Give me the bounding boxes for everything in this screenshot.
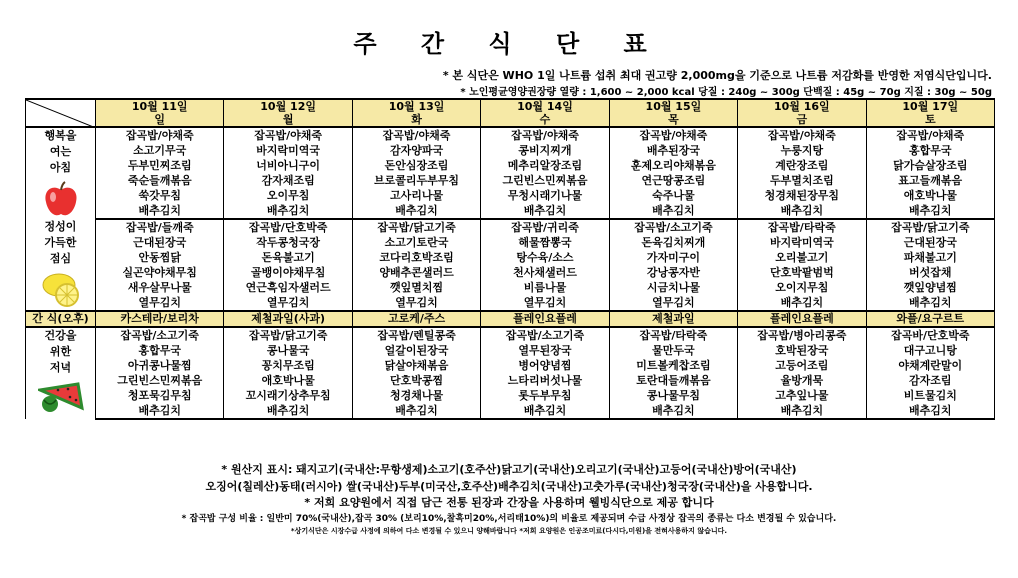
dinner-row (26, 373, 995, 388)
breakfast-dish: 콩비지찌개 (481, 143, 609, 158)
lunch-dish: 버섯잡채 (866, 265, 994, 280)
breakfast-dish: 소고기무국 (96, 143, 224, 158)
dinner-dish: 비트물김치 (866, 388, 994, 403)
breakfast-dish: 표고들깨볶음 (866, 173, 994, 188)
dinner-dish: 애호박나물 (224, 373, 352, 388)
breakfast-dish: 애호박나물 (866, 188, 994, 203)
lunch-dish: 해물짬뽕국 (481, 235, 609, 250)
lunch-dish: 잡곡밥/귀리죽 (481, 219, 609, 235)
weekday-cell: 수 (481, 113, 609, 127)
date-cell: 10월 11일 (96, 99, 224, 113)
breakfast-dish: 계란장조림 (738, 158, 866, 173)
dinner-dish: 단호박콩찜 (352, 373, 480, 388)
dinner-dish: 청경채나물 (352, 388, 480, 403)
breakfast-dish: 청경채된장무침 (738, 188, 866, 203)
breakfast-dish: 잡곡밥/야채죽 (609, 127, 737, 143)
grain-notice: * 잡곡밥 구성 비율 : 일반미 70%(국내산),잡곡 30% (보리10%,찰흑미20%,서리태10%)의 비율로 제공되며 수급 사정상 잡곡의 종류는 다소 변경될 수 있습니다. (181, 514, 837, 524)
weekday-cell: 월 (224, 113, 352, 127)
dinner-dish: 잡곡밥/닭고기죽 (224, 327, 352, 343)
breakfast-dish: 두부민찌조림 (96, 158, 224, 173)
weekday-cell: 금 (738, 113, 866, 127)
lunch-dish: 잡곡밥/소고기죽 (609, 219, 737, 235)
dinner-dish: 아귀콩나물찜 (96, 358, 224, 373)
lunch-dish: 잡곡밥/단호박죽 (224, 219, 352, 235)
dinner-dish: 청포묵김무침 (96, 388, 224, 403)
breakfast-dish: 메추리알장조림 (481, 158, 609, 173)
lunch-dish: 근대된장국 (866, 235, 994, 250)
dinner-dish: 율방개묵 (738, 373, 866, 388)
menu-table-body (26, 99, 995, 419)
dinner-dish: 잡곡밥/타락죽 (609, 327, 737, 343)
breakfast-row (26, 158, 995, 173)
dinner-dish: 배추김치 (609, 403, 737, 419)
date-cell: 10월 12일 (224, 99, 352, 113)
snack-item: 와플/요구르트 (866, 311, 994, 327)
lunch-dish: 탕수육/소스 (481, 250, 609, 265)
nutrition-notice: * 노인평균영양권장량 열량 : 1,600 ~ 2,000 kcal 당질 : 240g ~ 300g 단백질 : 45g ~ 70g 지질 : 30g ~ 50g (460, 87, 992, 98)
breakfast-dish: 숙주나물 (609, 188, 737, 203)
lunch-dish: 천사채샐러드 (481, 265, 609, 280)
lunch-dish: 깻잎양념찜 (866, 280, 994, 295)
page-title: 주 간 식 단 표 (353, 30, 665, 58)
breakfast-dish: 죽순들깨볶음 (96, 173, 224, 188)
breakfast-dish: 배추김치 (866, 203, 994, 219)
weekdays-row (26, 113, 995, 127)
dates-row (26, 99, 995, 113)
breakfast-row (26, 188, 995, 203)
dinner-dish: 얼갈이된장국 (352, 343, 480, 358)
lunch-dish: 열무김치 (352, 295, 480, 311)
weekday-cell: 화 (352, 113, 480, 127)
lunch-row (26, 219, 995, 235)
dinner-dish: 감자조림 (866, 373, 994, 388)
lunch-dish: 돈육불고기 (224, 250, 352, 265)
breakfast-dish: 그린빈스민찌볶음 (481, 173, 609, 188)
breakfast-dish: 누룽지탕 (738, 143, 866, 158)
dinner-dish: 그린빈스민찌볶음 (96, 373, 224, 388)
dinner-dish: 느타리버섯나물 (481, 373, 609, 388)
dinner-dish: 대구고니탕 (866, 343, 994, 358)
dinner-dish: 콩나물무침 (609, 388, 737, 403)
date-cell: 10월 16일 (738, 99, 866, 113)
watermelon-icon (38, 378, 84, 414)
corner-diagonal-icon (26, 100, 96, 127)
lunch-dish: 새우살무나물 (96, 280, 224, 295)
dinner-dish: 잡곡밥/소고기죽 (96, 327, 224, 343)
weekday-cell: 토 (866, 113, 994, 127)
lunch-dish: 작두콩청국장 (224, 235, 352, 250)
lunch-row (26, 250, 995, 265)
breakfast-label-line: 행복을 (44, 129, 77, 142)
lunch-dish: 양배추콘샐러드 (352, 265, 480, 280)
sodium-notice: * 본 식단은 WHO 1일 나트륨 섭취 최대 권고량 2,000mg을 기준으로 나트륨 저감화를 반영한 저염식단입니다. (442, 69, 992, 82)
snack-item: 제철과일 (609, 311, 737, 327)
breakfast-dish: 두부멸치조림 (738, 173, 866, 188)
dinner-dish: 배추김치 (96, 403, 224, 419)
snack-row (26, 311, 995, 327)
dinner-dish: 토란대들깨볶음 (609, 373, 737, 388)
breakfast-dish: 감자양파국 (352, 143, 480, 158)
snack-item: 고로케/주스 (352, 311, 480, 327)
breakfast-dish: 잡곡밥/야채죽 (352, 127, 480, 143)
breakfast-dish: 배추김치 (352, 203, 480, 219)
lemon-icon (39, 269, 83, 309)
dinner-dish: 잡곡밥/렌틸콩죽 (352, 327, 480, 343)
dinner-dish: 고추잎나물 (738, 388, 866, 403)
date-cell: 10월 13일 (352, 99, 480, 113)
dinner-dish: 잡곡밥/소고기죽 (481, 327, 609, 343)
sauce-notice: * 저희 요양원에서 직접 담근 전통 된장과 간장을 사용하며 웰빙식단으로 제공 합니다 (304, 496, 714, 509)
dinner-dish: 배추김치 (352, 403, 480, 419)
breakfast-dish: 배추김치 (96, 203, 224, 219)
lunch-label-line: 가득한 (44, 236, 77, 249)
dinner-row (26, 388, 995, 403)
disclaimer-notice: *상기식단은 시장수급 사정에 의하여 다소 변경될 수 있으니 양해바랍니다 *저희 요양원은 인공조미료(다시다,미원)을 전혀사용하지 않습니다. (290, 527, 728, 535)
breakfast-dish: 바지락미역국 (224, 143, 352, 158)
dinner-label-line: 건강을 (44, 329, 77, 342)
lunch-dish: 배추김치 (738, 295, 866, 311)
breakfast-label (26, 127, 96, 219)
weekly-menu-table (25, 98, 995, 420)
date-cell: 10월 17일 (866, 99, 994, 113)
dinner-dish: 홍합무국 (96, 343, 224, 358)
lunch-dish: 파채불고기 (866, 250, 994, 265)
dinner-dish: 야채계란말이 (866, 358, 994, 373)
lunch-dish: 깻잎멸치찜 (352, 280, 480, 295)
dinner-dish: 열무된장국 (481, 343, 609, 358)
lunch-dish: 골뱅이야채무침 (224, 265, 352, 280)
lunch-dish: 코다리호박조림 (352, 250, 480, 265)
header-corner (26, 99, 96, 127)
dinner-row (26, 403, 995, 419)
lunch-dish: 근대된장국 (96, 235, 224, 250)
snack-label: 간 식(오후) (26, 311, 96, 327)
breakfast-dish: 감자채조림 (224, 173, 352, 188)
breakfast-dish: 잡곡밥/야채죽 (866, 127, 994, 143)
dinner-row (26, 358, 995, 373)
lunch-dish: 바지락미역국 (738, 235, 866, 250)
lunch-row (26, 295, 995, 311)
breakfast-dish: 배추된장국 (609, 143, 737, 158)
dinner-label-line: 저녁 (49, 361, 72, 374)
lunch-dish: 열무김치 (481, 295, 609, 311)
apple-icon (41, 180, 81, 219)
lunch-dish: 배추김치 (866, 295, 994, 311)
breakfast-dish: 잡곡밥/야채죽 (96, 127, 224, 143)
breakfast-dish: 배추김치 (738, 203, 866, 219)
breakfast-dish: 배추김치 (481, 203, 609, 219)
dinner-dish: 롯두부무침 (481, 388, 609, 403)
dinner-dish: 배추김치 (224, 403, 352, 419)
dinner-dish: 닭살야채볶음 (352, 358, 480, 373)
dinner-dish: 배추김치 (866, 403, 994, 419)
lunch-label-line: 정성이 (44, 220, 77, 233)
dinner-row (26, 343, 995, 358)
breakfast-dish: 쑥갓무침 (96, 188, 224, 203)
dinner-dish: 꼬시래기상추무침 (224, 388, 352, 403)
breakfast-dish: 배추김치 (609, 203, 737, 219)
dinner-dish: 물만두국 (609, 343, 737, 358)
lunch-dish: 오이지무침 (738, 280, 866, 295)
lunch-dish: 잡곡밥/타락죽 (738, 219, 866, 235)
breakfast-label-line: 여는 (49, 145, 72, 158)
lunch-dish: 단호박팥범벅 (738, 265, 866, 280)
lunch-dish: 비름나물 (481, 280, 609, 295)
lunch-dish: 강낭콩자반 (609, 265, 737, 280)
dinner-dish: 꽁치무조림 (224, 358, 352, 373)
dinner-dish: 콩나물국 (224, 343, 352, 358)
dinner-dish: 배추김치 (481, 403, 609, 419)
lunch-dish: 오리불고기 (738, 250, 866, 265)
lunch-row (26, 235, 995, 250)
dinner-dish: 잡곡밥/병아리콩죽 (738, 327, 866, 343)
breakfast-dish: 배추김치 (224, 203, 352, 219)
lunch-label-line: 점심 (49, 252, 72, 265)
breakfast-dish: 닭가슴살장조림 (866, 158, 994, 173)
lunch-dish: 시금치나물 (609, 280, 737, 295)
dinner-dish: 잡곡바/단호박죽 (866, 327, 994, 343)
dinner-dish: 배추김치 (738, 403, 866, 419)
breakfast-dish: 훈제오리야채볶음 (609, 158, 737, 173)
breakfast-dish: 고사리나물 (352, 188, 480, 203)
date-cell: 10월 14일 (481, 99, 609, 113)
dinner-dish: 고등어조림 (738, 358, 866, 373)
lunch-row (26, 280, 995, 295)
origin-notice-2: 오징어(칠레산)동태(러시아) 쌀(국내산)두부(미국산,호주산)배추김치(국내산)고춧가루(국내산)청국장(국내산)을 사용합니다. (205, 480, 813, 493)
lunch-dish: 잡곡밥/닭고기죽 (866, 219, 994, 235)
origin-notice-1: * 원산지 표시: 돼지고기(국내산:무항생제)소고기(호주산)닭고기(국내산)오리고기(국내산)고등어(국내산)방어(국내산) (221, 463, 797, 476)
lunch-dish: 소고기토란국 (352, 235, 480, 250)
breakfast-dish: 연근땅콩조림 (609, 173, 737, 188)
dinner-label (26, 327, 96, 419)
breakfast-row (26, 203, 995, 219)
lunch-dish: 실곤약야채무침 (96, 265, 224, 280)
lunch-dish: 열무김치 (609, 295, 737, 311)
dinner-row (26, 327, 995, 343)
breakfast-dish: 브로콜리두부무침 (352, 173, 480, 188)
breakfast-dish: 잡곡밥/야채죽 (738, 127, 866, 143)
snack-item: 카스테라/보리차 (96, 311, 224, 327)
snack-item: 제철과일(사과) (224, 311, 352, 327)
snack-item: 플레인요플레 (738, 311, 866, 327)
breakfast-dish: 잡곡밥/야채죽 (481, 127, 609, 143)
lunch-dish: 잡곡밥/닭고기죽 (352, 219, 480, 235)
breakfast-dish: 홍합무국 (866, 143, 994, 158)
breakfast-label-line: 아침 (49, 161, 72, 174)
breakfast-dish: 돈안심장조림 (352, 158, 480, 173)
lunch-dish: 돈육김치찌개 (609, 235, 737, 250)
breakfast-dish: 무청시래기나물 (481, 188, 609, 203)
dinner-dish: 병어양념찜 (481, 358, 609, 373)
breakfast-row (26, 143, 995, 158)
lunch-dish: 잡곡밥/들깨죽 (96, 219, 224, 235)
lunch-dish: 가자미구이 (609, 250, 737, 265)
breakfast-row (26, 127, 995, 143)
dinner-label-line: 위한 (49, 345, 72, 358)
lunch-label (26, 219, 96, 311)
lunch-dish: 열무김치 (224, 295, 352, 311)
breakfast-row (26, 173, 995, 188)
dinner-dish: 미트볼케찹조림 (609, 358, 737, 373)
date-cell: 10월 15일 (609, 99, 737, 113)
lunch-row (26, 265, 995, 280)
lunch-dish: 연근흑임자샐러드 (224, 280, 352, 295)
breakfast-dish: 오이무침 (224, 188, 352, 203)
breakfast-dish: 너비아니구이 (224, 158, 352, 173)
breakfast-dish: 잡곡밥/야채죽 (224, 127, 352, 143)
snack-item: 플레인요플레 (481, 311, 609, 327)
lunch-dish: 안동찜닭 (96, 250, 224, 265)
weekday-cell: 목 (609, 113, 737, 127)
weekday-cell: 일 (96, 113, 224, 127)
dinner-dish: 호박된장국 (738, 343, 866, 358)
lunch-dish: 열무김치 (96, 295, 224, 311)
